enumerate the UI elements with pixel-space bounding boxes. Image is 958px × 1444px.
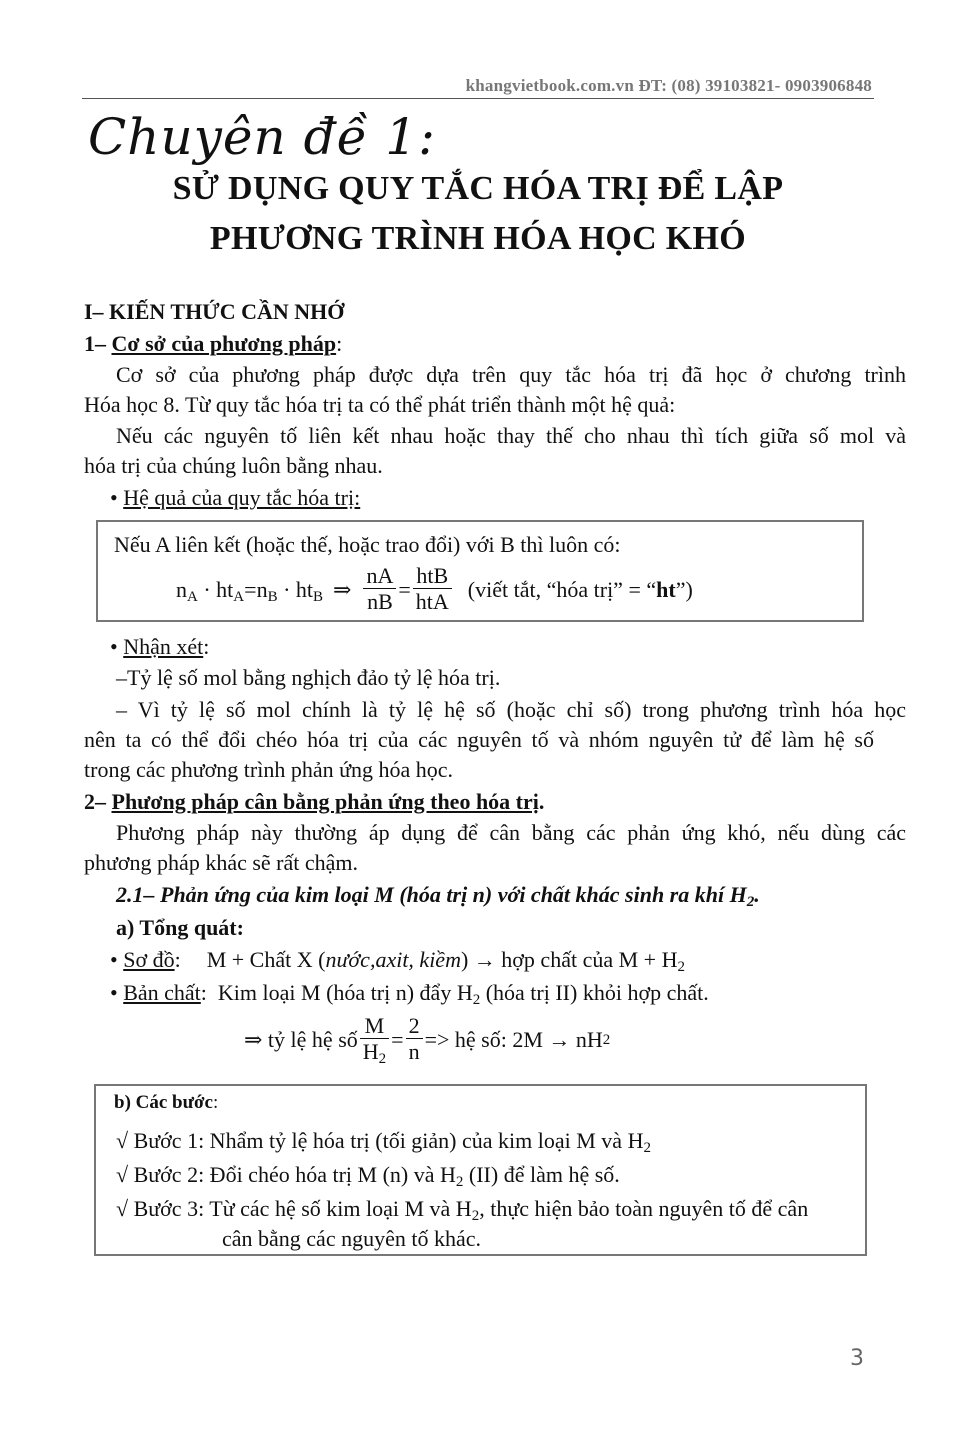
paragraph-line: phương pháp khác sẽ rất chậm. bbox=[84, 850, 359, 875]
formula bbox=[176, 564, 693, 615]
step-3: √ Bước 3: Từ các hệ số kim loại M và $H_2$, thực hiện bảo toàn nguyên tố để cân bbox=[116, 1196, 809, 1224]
ratio-formula: ⇒ tỷ lệ hệ số $\frac{M}{H_2}$ = $\frac{2}{n}$ => hệ số: 2M → nH 2 bbox=[244, 1013, 611, 1067]
colon: : bbox=[336, 331, 343, 356]
bullet-item: • Nhận xét: bbox=[110, 634, 210, 659]
bullet-icon: • bbox=[110, 485, 118, 510]
nature-line: • Bản chất: Kim loại M (hóa trị n) đẩy $H_2$ (hóa trị II) khỏi hợp chất. bbox=[110, 980, 709, 1008]
steps-heading: b) Các bước: bbox=[114, 1092, 219, 1113]
paragraph-line: hóa trị của chúng luôn bằng nhau. bbox=[84, 453, 383, 478]
steps-box bbox=[94, 1084, 867, 1256]
formula-term: $n_A \cdot ht_A$ bbox=[176, 576, 245, 605]
title-line-2: PHƯƠNG TRÌNH HÓA HỌC KHÓ bbox=[209, 220, 747, 257]
bullet-text: Nhận xét bbox=[123, 634, 204, 659]
page-header: khangvietbook.com.vn ĐT: (08) 39103821- 0903906848 bbox=[465, 76, 872, 95]
equals-sign: = bbox=[398, 576, 411, 602]
chapter-label: Chuyên đề 1: bbox=[88, 108, 436, 166]
bullet-item bbox=[110, 483, 900, 513]
remark-line: –Tỷ lệ số mol bằng nghịch đảo tỷ lệ hóa trị. bbox=[116, 665, 501, 690]
section-heading: I– KIẾN THỨC CẦN NHỚ bbox=[84, 299, 345, 324]
fraction-valence: $\frac{\text{htB}}{\text{htA}}$ bbox=[413, 564, 452, 615]
fraction-m-h2: $\frac{M}{H_2}$ bbox=[360, 1014, 389, 1065]
header-rule bbox=[82, 98, 874, 99]
step-1: √ Bước 1: Nhẩm tỷ lệ hóa trị (tối giản) của kim loại M và $H_2$ bbox=[116, 1128, 651, 1156]
fraction-moles: $\frac{nA}{nB}$ bbox=[363, 564, 396, 615]
step-2: √ Bước 2: Đổi chéo hóa trị M (n) và $H_2$ (II) để làm hệ số. bbox=[116, 1162, 620, 1190]
box-line: Nếu A liên kết (hoặc thế, hoặc trao đổi) với B thì luôn có: bbox=[114, 532, 621, 557]
paragraph-line: Phương pháp này thường áp dụng để cân bằng các phản ứng khó, nếu dùng các bbox=[116, 820, 906, 845]
bullet-icon: • bbox=[110, 947, 118, 972]
fraction-2-n: $\frac{2}{n}$ bbox=[406, 1014, 423, 1065]
scheme-line: • Sơ đồ: M + Chất X (nước,axit, kiềm) → hợp chất của $M + H_2$ bbox=[110, 947, 685, 975]
page-number: 3 bbox=[850, 1346, 864, 1371]
general-label: a) Tổng quát: bbox=[116, 915, 244, 940]
subsection-2-1-heading: 2.1– Phản ứng của kim loại M (hóa trị n) với chất khác sinh ra khí $H_2$. bbox=[116, 882, 760, 910]
bullet-icon: • bbox=[110, 634, 118, 659]
implies-arrow: ⇒ bbox=[333, 576, 352, 602]
rule-box bbox=[96, 520, 864, 622]
remark-line: trong các phương trình phản ứng hóa học. bbox=[84, 757, 454, 782]
bullet-icon: • bbox=[110, 980, 118, 1005]
paragraph-line: Cơ sở của phương pháp được dựa trên quy tắc hóa trị đã học ở chương trình bbox=[116, 362, 906, 387]
bullet-text: Hệ quả của quy tắc hóa trị: bbox=[123, 485, 361, 510]
subsection-heading-1 bbox=[84, 329, 874, 359]
remark-line: – Vì tỷ lệ số mol chính là tỷ lệ hệ số (hoặc chỉ số) trong phương trình hóa học bbox=[116, 697, 906, 722]
step-3-continued: cân bằng các nguyên tố khác. bbox=[222, 1226, 481, 1251]
paragraph-line: Hóa học 8. Từ quy tắc hóa trị ta có thể phát triển thành một hệ quả: bbox=[84, 392, 676, 417]
subsection-number: 1– bbox=[84, 331, 112, 356]
abbreviation-note: (viết tắt, “hóa trị” = “ht”) bbox=[467, 576, 693, 602]
formula-term: $n_B \cdot ht_B$ bbox=[256, 576, 324, 605]
title-line-1: SỬ DỤNG QUY TẮC HÓA TRỊ ĐỂ LẬP bbox=[172, 170, 784, 207]
equals-sign: = bbox=[244, 576, 257, 602]
remark-line: nên ta có thể đổi chéo hóa trị của các nguyên tố và nhóm nguyên tử để làm hệ số bbox=[84, 727, 874, 752]
subsection-title: Cơ sở của phương pháp bbox=[111, 331, 337, 356]
subsection-heading-2: 2– Phương pháp cân bằng phản ứng theo hóa trị. bbox=[84, 789, 545, 814]
paragraph-line: Nếu các nguyên tố liên kết nhau hoặc thay thế cho nhau thì tích giữa số mol và bbox=[116, 423, 906, 448]
